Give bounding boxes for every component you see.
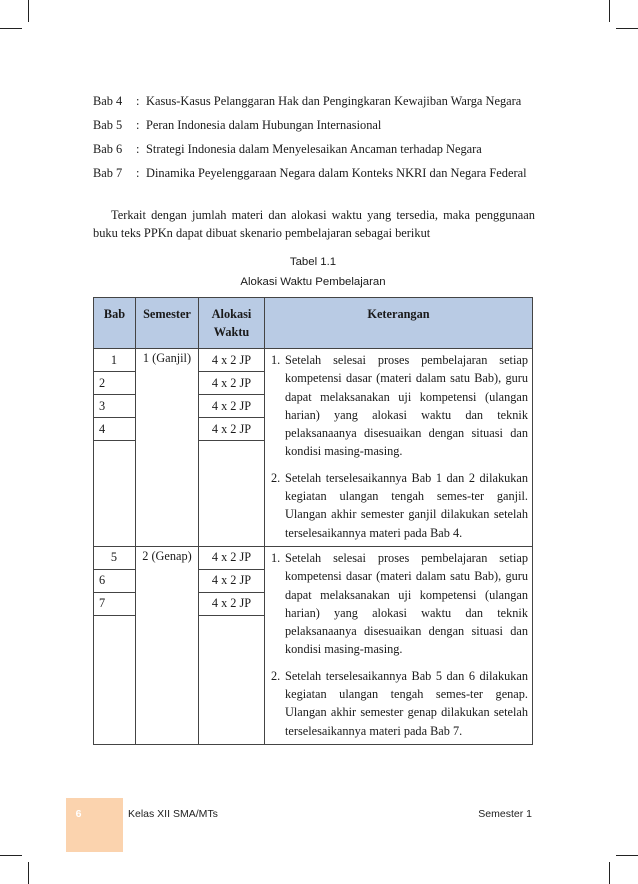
chapter-colon: :	[136, 142, 140, 156]
bab-cell: 6	[94, 569, 136, 592]
header-semester: Semester	[136, 298, 199, 349]
page-number: 6	[75, 808, 82, 820]
alokasi-cell: 4 x 2 JP	[199, 395, 265, 418]
bab-cell: 2	[94, 372, 136, 395]
intro-paragraph: Terkait dengan jumlah materi dan alokasi waktu yang tersedia, maka penggunaan buku teks PPKn dapat dibuat skenario pembelajaran sebagai berikut	[93, 208, 535, 241]
crop-mark	[609, 0, 610, 22]
semester-cell: 2 (Genap)	[136, 546, 199, 744]
note-text: Setelah terselesaikannya Bab 1 dan 2 dilakukan kegiatan ulangan tengah semes-ter ganjil. Ulangan akhir semester ganjil dilakukan setelah terselesaikannya materi pada Bab 4.	[285, 470, 528, 540]
note-text: Setelah terselesaikannya Bab 5 dan 6 dilakukan kegiatan ulangan tengah semes-ter genap. Ulangan akhir semester genap dilakukan setelah terselesaikannya materi pada Bab 7.	[285, 668, 528, 738]
notes-list	[271, 351, 528, 542]
alokasi-cell: 4 x 2 JP	[199, 418, 265, 441]
footer-book-title: Kelas XII SMA/MTs	[128, 808, 218, 820]
crop-mark	[28, 862, 29, 884]
chapter-title: Kasus-Kasus Pelanggaran Hak dan Pengingkaran Kewajiban Warga Negara	[146, 94, 522, 108]
footer-semester: Semester 1	[478, 808, 532, 820]
chapter-colon: :	[136, 118, 140, 132]
crop-mark	[609, 862, 610, 884]
chapter-item	[93, 93, 538, 109]
header-keterangan: Keterangan	[265, 298, 533, 349]
chapter-item	[93, 117, 538, 133]
table-row	[94, 349, 533, 372]
crop-mark	[0, 28, 22, 29]
chapter-colon: :	[136, 166, 140, 180]
chapter-item	[93, 165, 538, 181]
note-text: Setelah selesai proses pembelajaran setiap kompetensi dasar (materi dalam satu Bab), guru dapat melaksanakan uji kompetensi (ulangan harian) yang alokasi waktu dan teknik pelaksanaanya disesuaikan dengan situasi dan kondisi masing-masing.	[285, 353, 528, 459]
chapter-item	[93, 141, 538, 157]
alokasi-cell: 4 x 2 JP	[199, 592, 265, 615]
note-number: 2.	[271, 668, 281, 683]
note-number: 2.	[271, 470, 281, 485]
header-alokasi: Alokasi Waktu	[199, 298, 265, 349]
footer-accent-box	[66, 798, 123, 852]
note-text: Setelah selesai proses pembelajaran setiap kompetensi dasar (materi dalam satu Bab), guru dapat melaksanakan uji kompetensi (ulangan harian) yang alokasi waktu dan teknik pelaksanaanya disesuaikan dengan situasi dan kondisi masing-masing.	[285, 550, 528, 657]
chapter-title: Peran Indonesia dalam Hubungan Internasional	[146, 118, 382, 132]
bab-cell: 7	[94, 592, 136, 615]
note-item	[271, 469, 528, 542]
note-item	[271, 549, 528, 659]
keterangan-cell	[265, 546, 533, 744]
table-header-row	[94, 298, 533, 349]
chapter-list	[93, 93, 538, 189]
notes-list	[271, 549, 528, 740]
chapter-label: Bab 6	[93, 142, 123, 156]
empty-cell	[199, 615, 265, 744]
alokasi-cell: 4 x 2 JP	[199, 349, 265, 372]
chapter-label: Bab 5	[93, 118, 123, 132]
note-number: 1.	[271, 550, 281, 565]
crop-mark	[616, 855, 638, 856]
table-row	[94, 546, 533, 569]
crop-mark	[0, 855, 22, 856]
chapter-colon: :	[136, 94, 140, 108]
note-number: 1.	[271, 353, 281, 367]
table-caption-title: Alokasi Waktu Pembelajaran	[240, 276, 386, 288]
chapter-label: Bab 7	[93, 166, 123, 180]
crop-mark	[616, 28, 638, 29]
note-item	[271, 351, 528, 461]
empty-cell	[94, 441, 136, 547]
crop-mark	[28, 0, 29, 22]
bab-cell: 5	[94, 546, 136, 569]
keterangan-cell	[265, 349, 533, 547]
allocation-table	[93, 297, 533, 745]
bab-cell: 4	[94, 418, 136, 441]
chapter-title: Strategi Indonesia dalam Menyelesaikan Ancaman terhadap Negara	[146, 142, 482, 156]
table-caption-number: Tabel 1.1	[289, 256, 337, 268]
bab-cell: 1	[94, 349, 136, 372]
bab-cell: 3	[94, 395, 136, 418]
alokasi-cell: 4 x 2 JP	[199, 569, 265, 592]
alokasi-cell: 4 x 2 JP	[199, 372, 265, 395]
chapter-label: Bab 4	[93, 94, 123, 108]
note-item	[271, 667, 528, 740]
header-bab: Bab	[94, 298, 136, 349]
chapter-title: Dinamika Peyelenggaraan Negara dalam Konteks NKRI dan Negara Federal	[146, 166, 527, 180]
semester-cell: 1 (Ganjil)	[136, 349, 199, 547]
empty-cell	[199, 441, 265, 547]
empty-cell	[94, 615, 136, 744]
alokasi-cell: 4 x 2 JP	[199, 546, 265, 569]
